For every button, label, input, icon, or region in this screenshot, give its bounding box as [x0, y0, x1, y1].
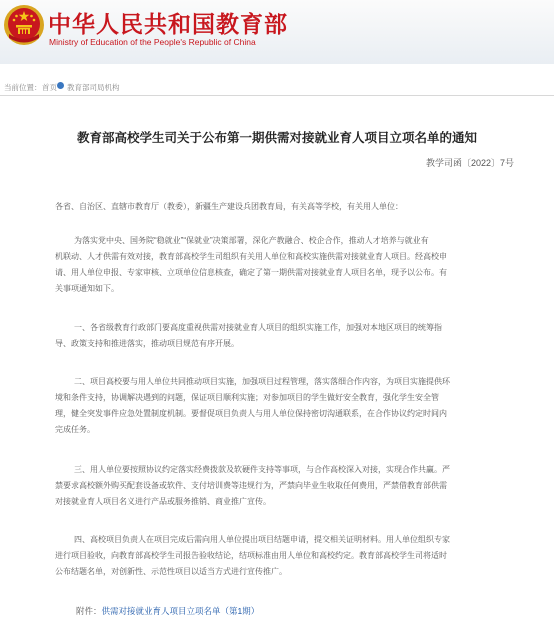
- paragraph-line: 完成任务。: [55, 425, 95, 434]
- paragraph-line: 进行项目验收，向教育部高校学生司报告验收结论，结项标准由用人单位和高校约定。教育部高校学生司将适时: [55, 551, 447, 560]
- paragraph-line: 一、各省级教育行政部门要高度重视供需对接就业育人项目的组织实施工作，加强对本地区项目的统筹指: [74, 323, 442, 332]
- paragraph-line: 二、项目高校要与用人单位共同推动项目实施，加强项目过程管理，落实落细合作内容，为项目实施提供环: [74, 377, 450, 386]
- national-emblem-icon[interactable]: [3, 4, 45, 46]
- attachment-link[interactable]: 供需对接就业育人项目立项名单（第1期）: [101, 606, 260, 616]
- site-header: [0, 0, 554, 64]
- paragraph-line: 请、用人单位申报、专家审核、立项单位信息核查，确定了第一期供需对接就业育人项目名单，现予以公布。有: [55, 268, 447, 277]
- paragraph-line: 对接就业育人项目名义进行产品或服务推销、商业推广宣传。: [55, 497, 271, 506]
- paragraph-line: 关事项通知如下。: [55, 284, 119, 293]
- document-number: 教学司函〔2022〕7号: [425, 158, 514, 168]
- paragraph-line: 禁要求高校额外购买配套设备或软件、支付培训费等违规行为，严禁向毕业生收取任何费用，严禁借教育部供需: [55, 481, 447, 490]
- paragraph-line: 四、高校项目负责人在项目完成后需向用人单位提出项目结题申请，提交相关证明材料。用人单位组织专家: [74, 535, 450, 544]
- salutation: [55, 199, 515, 215]
- paragraph-intro: [55, 233, 505, 297]
- salutation-text: 各省、自治区、直辖市教育厅（教委），新疆生产建设兵团教育局，有关高等学校，有关用人单位：: [55, 202, 403, 211]
- breadcrumb-divider: [0, 95, 554, 96]
- paragraph-item-3: [55, 462, 505, 510]
- site-name-cn[interactable]: 中华人民共和国教育部: [48, 11, 288, 38]
- paragraph-line: 境和条件支持，协调解决遇到的问题，保证项目顺利实施；对参加项目的学生做好安全教育，强化学生安全管: [55, 393, 439, 402]
- paragraph-item-1: [55, 320, 505, 352]
- breadcrumb-home-link[interactable]: 首页: [42, 83, 57, 92]
- paragraph-line: 理，健全突发事件应急处置制度机制。要督促项目负责人与用人单位保持密切沟通联系，在合作协议约定时间内: [55, 409, 447, 418]
- paragraph-line: 公布结题名单，对创新性、示范性项目以适当方式进行宣传推广。: [55, 567, 287, 576]
- paragraph-line: 机联动、人才供需有效对接，教育部高校学生司组织有关用人单位和高校实施供需对接就业育人项目。经高校申: [55, 252, 447, 261]
- attachment-label: 附件：: [76, 606, 102, 616]
- attachment: [76, 605, 259, 617]
- breadcrumb: [0, 76, 554, 96]
- paragraph-line: 导、政策支持和推进落实，推动项目规范有序开展。: [55, 339, 239, 348]
- breadcrumb-label: 当前位置：: [4, 83, 42, 92]
- paragraph-line: 三、用人单位要按照协议约定落实经费拨款及软硬件支持等事项，与合作高校深入对接，实现合作共赢。严: [74, 465, 450, 474]
- paragraph-item-4: [55, 532, 505, 580]
- site-name-en: Ministry of Education of the People's Republic of China: [49, 37, 256, 47]
- paragraph-line: 为落实党中央、国务院“稳就业”“保就业”决策部署，深化产教融合、校企合作，推动人才培养与就业有: [74, 236, 429, 245]
- breadcrumb-separator-icon: [57, 82, 64, 91]
- breadcrumb-section-link[interactable]: 教育部司局机构: [67, 83, 120, 92]
- paragraph-item-2: [55, 374, 505, 438]
- page-title: 教育部高校学生司关于公布第一期供需对接就业育人项目立项名单的通知: [76, 131, 477, 145]
